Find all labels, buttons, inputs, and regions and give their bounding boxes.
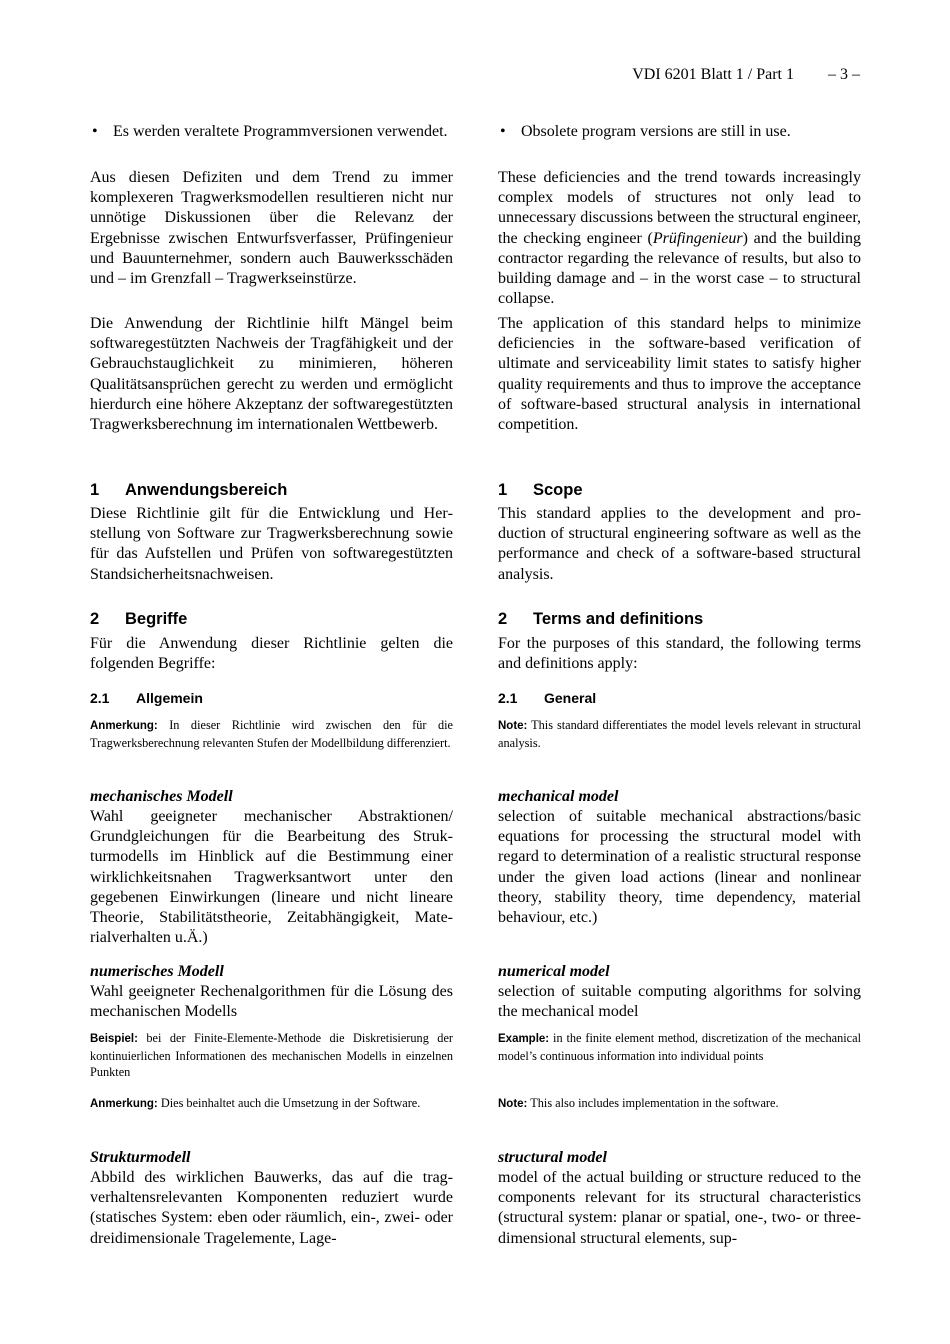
section-1-heading	[498, 480, 861, 500]
section-number: 2	[498, 610, 508, 628]
section-title: Allgemein	[136, 690, 203, 706]
example-label: Beispiel:	[90, 1033, 138, 1045]
term-definition: Wahl geeigneter Rechenalgorithmen für die Lösung des mechanischen Modells	[90, 983, 453, 1021]
italic-term: Prüfingenieur	[652, 229, 743, 247]
bullet-item: • Obsolete program versions are still in use.	[498, 122, 861, 142]
note-label: Note:	[498, 1098, 528, 1110]
note-1	[90, 717, 453, 751]
note-2	[90, 1095, 453, 1113]
example	[498, 1030, 861, 1064]
note-label: Note:	[498, 720, 528, 732]
note-text: This standard differentiates the model levels relevant in structural analysis.	[498, 718, 861, 750]
section-2-1-heading	[498, 689, 861, 707]
section-title: Terms and definitions	[533, 610, 704, 628]
section-title: Anwendungsbereich	[125, 481, 288, 499]
example-label: Example:	[498, 1033, 550, 1045]
section-number: 2.1	[90, 690, 110, 706]
note-text: This also includes implementation in the software.	[530, 1096, 779, 1110]
intro-paragraph-2: The application of this standard helps to minimize deficiencies in the software-based verification of ultimate and serviceability limit states to satisfy higher quality requirements and thus to improve the acceptance of software-based structural analysis in international competition.	[498, 315, 861, 434]
term-definition: selection of suitable computing algorithms for solving the mechanical model	[498, 983, 861, 1021]
text-run: These deficiencies and the trend towards increasingly complex models of structures not only lead to unnecessary discussions between the structural engineer, the checking engineer (	[498, 169, 861, 247]
term-definition: Abbild des wirklichen Bauwerks, das auf die tragverhaltensrelevanten Komponenten reduziert wurde (statisches System: eben oder räumlich, ein-, zwei- oder dreidimensionale Tragelemente, Lage-	[90, 1169, 453, 1247]
section-title: Begriffe	[125, 610, 188, 628]
intro-paragraph-1	[498, 168, 861, 309]
bullet-item: • Es werden veraltete Programmversionen verwendet.	[90, 122, 453, 142]
section-title: General	[544, 690, 597, 706]
term-structural-model: Strukturmodell	[90, 1149, 191, 1166]
term-definition: selection of suitable mechanical abstractions/basic equations for processing the structural model with regard to determination of a realistic structural response under the given load actions (linear and nonlinear theory, stability theory, time dependency, material behaviour, etc.)	[498, 808, 861, 927]
section-1-text: This standard applies to the development and production of structural engineering software as well as the performance and check of a software-based structural analysis.	[498, 505, 861, 583]
section-number: 1	[90, 481, 100, 499]
section-2-text: Für die Anwendung dieser Richtlinie gelten die folgenden Begriffe:	[90, 635, 453, 673]
term-definition: model of the actual building or structure reduced to the components relevant for its structural characteristics (structural system: planar or spatial, one-, two- or three-dimensional structural elements, sup-	[498, 1169, 861, 1247]
note-label: Anmerkung:	[90, 720, 158, 732]
page-number: – 3 –	[828, 66, 860, 83]
note-label: Anmerkung:	[90, 1098, 158, 1110]
term-structural-model: structural model	[498, 1149, 607, 1166]
term-definition: Wahl geeigneter mechanischer Abstraktionen/ Grundgleichungen für die Bearbeitung des Strukturmodells im Hinblick auf die Bestimmung einer wirklichkeitsnahen Tragwerksantwort unter den gegebenen Einwirkungen (lineare und nicht lineare Theorie, Stabilitätstheorie, Zeitabhängigkeit, Materialverhalten u.Ä.)	[90, 808, 453, 947]
example-text: bei der Finite-Elemente-Methode die Diskretisierung der kontinuierlichen Informationen des mechanischen Modells in einzelnen Punkten	[90, 1031, 453, 1079]
term-numerical-model: numerisches Modell	[90, 963, 224, 980]
section-1-text: Diese Richtlinie gilt für die Entwicklung und Herstellung von Software zur Tragwerksberechnung sowie für das Aufstellen und Prüfen von softwaregestützten Standsicherheitsnachweisen.	[90, 505, 453, 583]
text-run: ) and the building contractor regarding the relevance of results, but also to building damage and – in the worst case – to structural collapse.	[498, 229, 861, 308]
page-header	[632, 66, 860, 84]
note-1	[498, 717, 861, 751]
term-mechanical-model: mechanical model	[498, 788, 619, 805]
document-part-label: VDI 6201 Blatt 1 / Part 1	[632, 66, 794, 83]
example	[90, 1030, 453, 1081]
example-text: in the finite element method, discretization of the mechanical model’s continuous information into individual points	[498, 1031, 861, 1063]
section-2-1-heading	[90, 689, 453, 707]
note-text: Dies beinhaltet auch die Umsetzung in der Software.	[160, 1096, 421, 1110]
section-2-heading	[498, 609, 861, 629]
section-number: 2.1	[498, 690, 518, 706]
section-2-heading	[90, 609, 453, 629]
term-mechanical-model: mechanisches Modell	[90, 788, 233, 805]
term-numerical-model: numerical model	[498, 963, 610, 980]
section-1-heading	[90, 480, 453, 500]
note-2	[498, 1095, 861, 1113]
intro-paragraph-1: Aus diesen Defiziten und dem Trend zu immer komplexeren Tragwerksmodellen resultieren nicht nur unnötige Diskussionen über die Relevanz der Ergebnisse zwischen Entwurfsverfasser, Prüfingenieur und Bauunternehmer, sondern auch Bauwerksschäden und – im Grenzfall – Tragwerkseinstürze.	[90, 169, 453, 288]
section-number: 2	[90, 610, 100, 628]
intro-paragraph-2: Die Anwendung der Richtlinie hilft Mängel beim softwaregestützten Nachweis der Tragfähigkeit und der Gebrauchstauglichkeit zu minimieren, höheren Qualitätsansprüchen gerecht zu werden und ermöglicht hierdurch eine höhere Akzeptanz der softwaregestützten Tragwerksberechnung im internationalen Wettbewerb.	[90, 315, 453, 434]
note-text: In dieser Richtlinie wird zwischen den für die Tragwerksberechnung relevanten Stufen der Modellbildung differenziert.	[90, 718, 453, 750]
section-title: Scope	[533, 481, 583, 499]
section-number: 1	[498, 481, 508, 499]
section-2-text: For the purposes of this standard, the following terms and definitions apply:	[498, 635, 861, 673]
